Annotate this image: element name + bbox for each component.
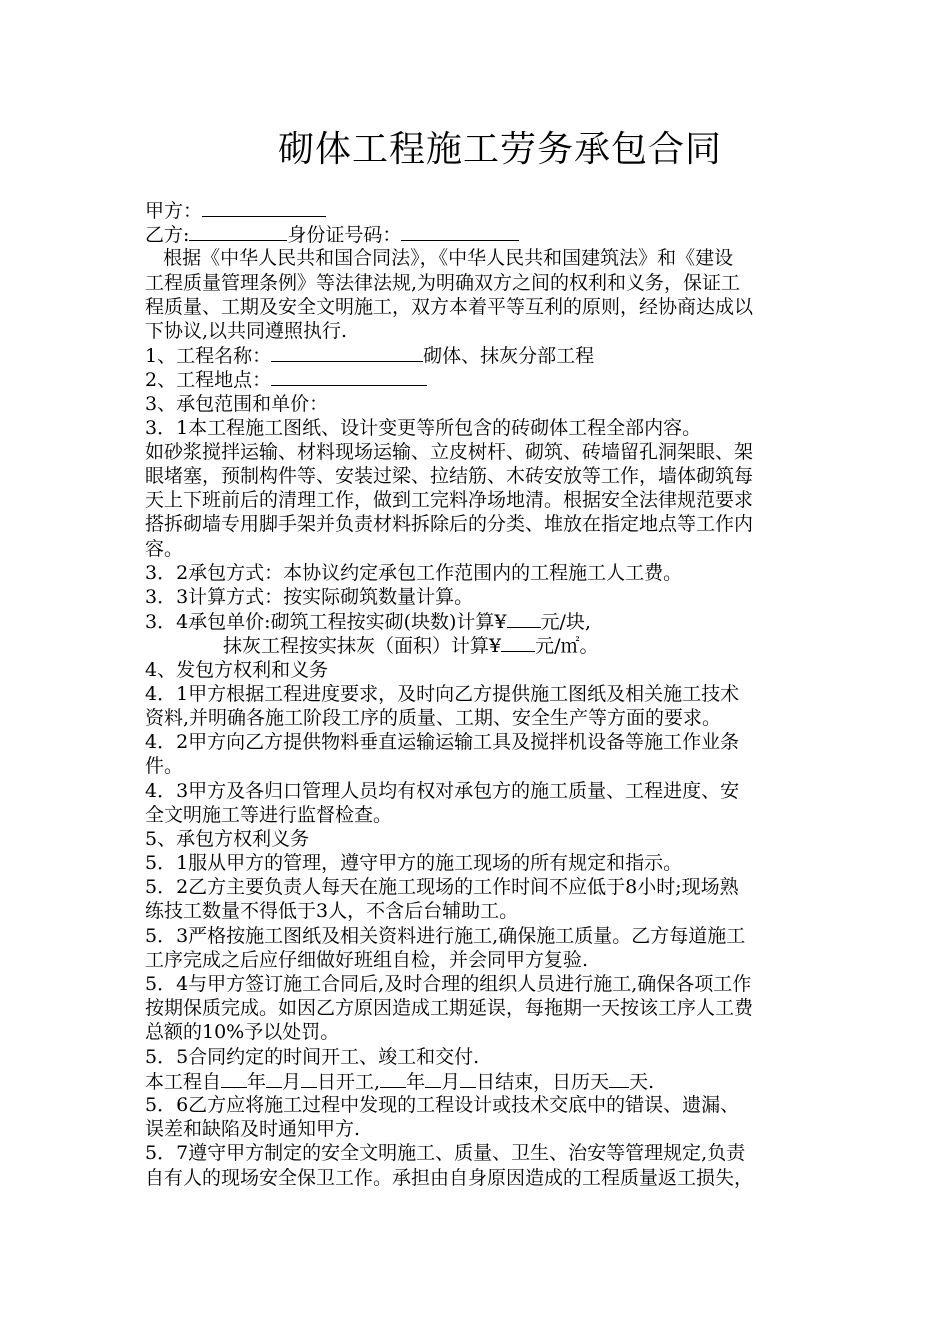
project-location-line: 2、工程地点： — [145, 367, 861, 391]
end-month-blank — [425, 1069, 441, 1088]
clause-5-1: 5．1服从甲方的管理，遵守甲方的施工现场的所有规定和指示。 — [145, 852, 683, 875]
clause-3-1: 3．1本工程施工图纸、设计变更等所包含的砖砌体工程全部内容。 — [145, 416, 702, 439]
party-a-blank — [202, 198, 326, 217]
clause-5-5: 5．5合同约定的时间开工、竣工和交付. — [145, 1045, 480, 1068]
clause-5-2-cont: 练技工数量不得低于3人，不含后台辅助工。 — [145, 900, 519, 923]
clause-3-1-detail-4: 搭拆砌墙专用脚手架并负责材料拆除后的分类、堆放在指定地点等工作内 — [145, 513, 754, 536]
clause-5-3-cont: 工序完成之后应仔细做好班组自检，并会同甲方复验. — [145, 948, 589, 971]
masonry-price-blank — [507, 609, 541, 628]
clause-5-heading: 5、承包方权利义务 — [145, 827, 310, 850]
project-name-line: 1、工程名称： 砌体、抹灰分部工程 — [145, 345, 595, 368]
clause-5-4: 5．4与甲方签订施工合同后,及时合理的组织人员进行施工,确保各项工作 — [145, 973, 752, 995]
clause-4-2: 4．2甲方向乙方提供物料垂直运输运输工具及搅拌机设备等施工作业条 — [145, 731, 740, 754]
schedule-line: 本工程自 年 月 日开工, 年 月 日结束，日历天 天. — [145, 1070, 655, 1093]
clause-4-1: 4．1甲方根据工程进度要求，及时向乙方提供施工图纸及相关施工技术 — [145, 682, 740, 705]
calendar-days-blank — [609, 1069, 629, 1088]
clause-3-4: 3．4承包单价:砌筑工程按实砌(块数)计算¥ 元/块, — [145, 611, 591, 634]
id-number-label: 身份证号码： — [287, 224, 402, 247]
intro-line-4: 下协议,以共同遵照执行. — [145, 319, 348, 342]
clause-5-4-cont-1: 按期保质完成。如因乙方原因造成工期延误，每拖期一天按该工序人工费 — [145, 997, 754, 1020]
clause-4-2-cont: 件。 — [145, 755, 184, 778]
clause-5-6: 5．6乙方应将施工过程中发现的工程设计或技术交底中的错误、遗漏、 — [145, 1093, 740, 1116]
clause-4-3: 4．3甲方及各归口管理人员均有权对承包方的施工质量、工程进度、安 — [145, 779, 740, 802]
start-day-blank — [301, 1069, 317, 1088]
party-a-label: 甲方： — [145, 200, 203, 222]
clause-3-3: 3．3计算方式：按实际砌筑数量计算。 — [145, 586, 474, 608]
clause-5-3: 5．3严格按施工图纸及相关资料进行施工,确保施工质量。乙方每道施工 — [145, 924, 746, 947]
clause-5-7: 5．7遵守甲方制定的安全文明施工、质量、卫生、治安等管理规定,负责 — [145, 1142, 746, 1165]
start-month-blank — [266, 1069, 282, 1088]
end-year-blank — [380, 1069, 406, 1088]
clause-3-2: 3．2承包方式：本协议约定承包工作范围内的工程施工人工费。 — [145, 561, 683, 584]
party-a-line — [145, 198, 861, 222]
document-title: 砌体工程施工劳务承包合同 — [277, 129, 722, 170]
start-year-blank — [221, 1069, 247, 1088]
end-day-blank — [460, 1069, 476, 1088]
clause-3-4-plaster: 抹灰工程按实抹灰（面积）计算¥ 元/㎡。 — [223, 635, 599, 658]
party-b-line — [145, 222, 861, 246]
id-number-blank — [401, 222, 519, 241]
clause-3-heading: 3、承包范围和单价： — [145, 392, 329, 415]
intro-line-2: 工程质量管理条例》等法律法规,为明确双方之间的权利和义务，保证工 — [145, 271, 741, 294]
intro-line-3: 程质量、工期及安全文明施工，双方本着平等互利的原则，经协商达成以 — [145, 295, 754, 318]
clause-3-1-detail-1: 如砂浆搅拌运输、材料现场运输、立皮树杆、砌筑、砖墙留孔洞架眼、架 — [145, 440, 754, 463]
clause-3-1-detail-3: 天上下班前后的清理工作，做到工完料净场地清。根据安全法律规范要求 — [145, 489, 754, 512]
project-name-blank — [271, 343, 423, 362]
plaster-price-blank — [501, 633, 535, 652]
document-body — [145, 198, 861, 1190]
project-location-blank — [271, 367, 427, 386]
party-b-blank — [189, 222, 287, 241]
clause-4-3-cont: 全文明施工等进行监督检查。 — [145, 803, 393, 826]
intro-line-1: 根据《中华人民共和国合同法》，《中华人民共和国建筑法》和《建设 — [163, 247, 734, 270]
clause-5-2: 5．2乙方主要负责人每天在施工现场的工作时间不应低于8小时;现场熟 — [145, 876, 739, 899]
clause-4-1-cont: 资料,并明确各施工阶段工序的质量、工期、安全生产等方面的要求。 — [145, 706, 722, 729]
clause-3-1-detail-2: 眼堵塞，预制构件等、安装过梁、拉结筋、木砖安放等工作，墙体砌筑每 — [145, 465, 754, 488]
clause-5-4-cont-2: 总额的10%予以处罚。 — [145, 1021, 340, 1044]
party-b-label: 乙方: — [145, 224, 190, 247]
clause-4-heading: 4、发包方权利和义务 — [145, 658, 329, 681]
clause-5-7-cont: 自有人的现场安全保卫工作。承担由自身原因造成的工程质量返工损失， — [145, 1166, 754, 1189]
clause-3-1-detail-5: 容。 — [145, 537, 184, 560]
clause-5-6-cont: 误差和缺陷及时通知甲方. — [145, 1118, 361, 1141]
